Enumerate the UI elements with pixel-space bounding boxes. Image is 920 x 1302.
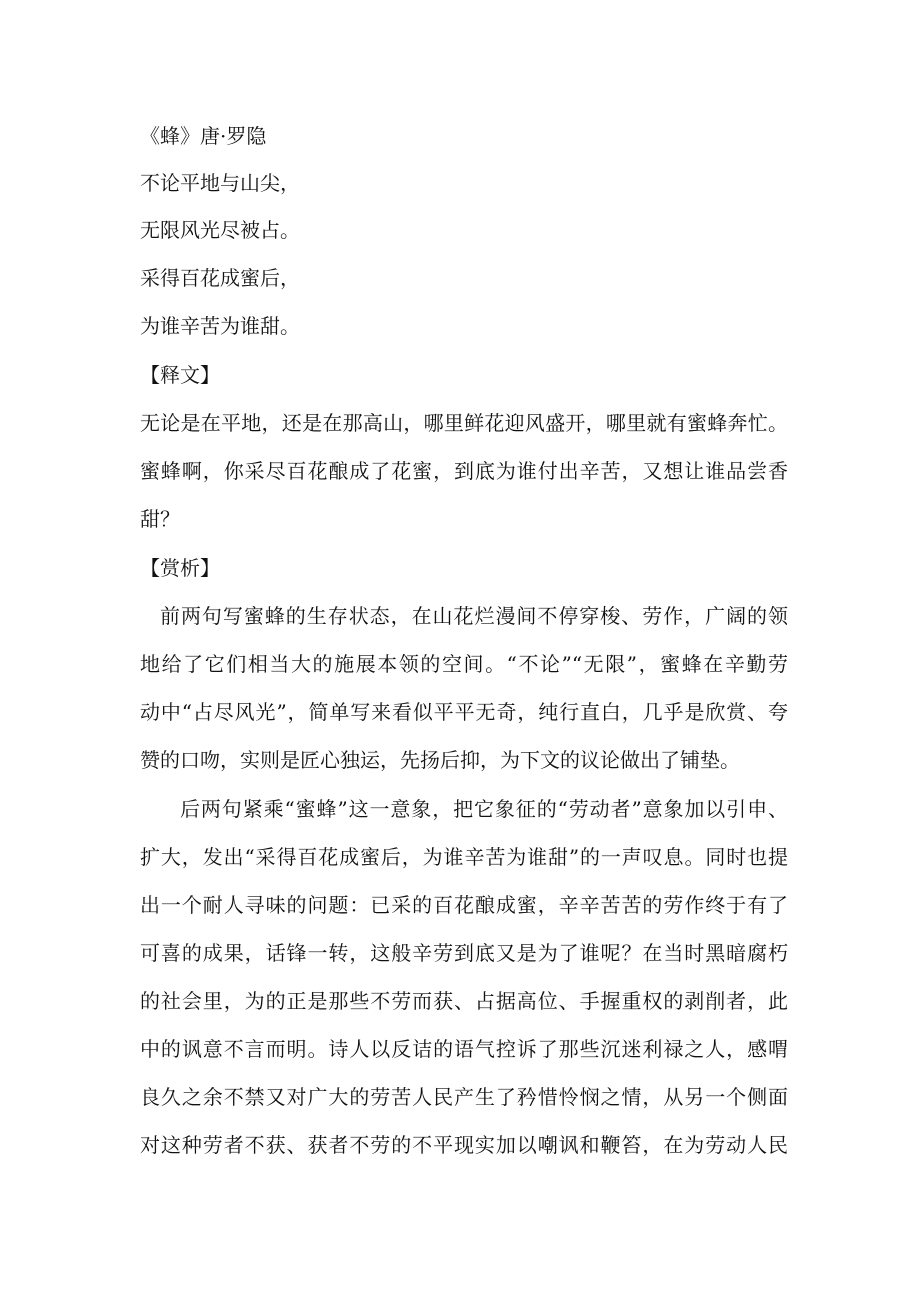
paragraph2-line-6: 中的讽意不言而明。诗人以反诘的语气控诉了那些沉迷利禄之人，感喟 — [140, 1037, 788, 1061]
paragraph2-line-3: 出一个耐人寻味的问题：已采的百花酿成蜜，辛辛苦苦的劳作终于有了 — [140, 893, 788, 917]
paragraph2-line-8: 对这种劳者不获、获者不劳的不平现实加以嘲讽和鞭笞，在为劳动人民 — [140, 1133, 788, 1157]
paragraph1-line-4: 赞的口吻，实则是匠心独运，先扬后抑，为下文的议论做出了铺垫。 — [140, 748, 740, 772]
translation-line-1: 无论是在平地，还是在那高山，哪里鲜花迎风盛开，哪里就有蜜蜂奔忙。 — [140, 411, 788, 435]
poem-line-4: 为谁辛苦为谁甜。 — [140, 314, 300, 338]
translation-line-2: 蜜蜂啊，你采尽百花酿成了花蜜，到底为谁付出辛苦，又想让谁品尝香 — [140, 459, 788, 483]
translation-line-3: 甜？ — [140, 507, 180, 531]
translation-heading: 【释文】 — [140, 363, 220, 387]
poem-title: 《蜂》唐·罗隐 — [140, 124, 267, 148]
poem-line-1: 不论平地与山尖， — [140, 171, 300, 195]
paragraph1-line-2: 地给了它们相当大的施展本领的空间。“不论”“无限”，蜜蜂在辛勤劳 — [140, 652, 788, 676]
paragraph1-line-1: 前两句写蜜蜂的生存状态，在山花烂漫间不停穿梭、劳作，广阔的领 — [160, 604, 788, 628]
paragraph2-line-1: 后两句紧乘“蜜蜂”这一意象，把它象征的“劳动者”意象加以引申、 — [180, 797, 788, 821]
paragraph1-line-3: 动中“占尽风光”，简单写来看似平平无奇，纯行直白，几乎是欣赏、夸 — [140, 700, 788, 724]
paragraph2-line-2: 扩大，发出“采得百花成蜜后，为谁辛苦为谁甜”的一声叹息。同时也提 — [140, 845, 788, 869]
appreciation-heading: 【赏析】 — [140, 556, 220, 580]
paragraph2-line-4: 可喜的成果，话锋一转，这般辛劳到底又是为了谁呢？在当时黑暗腐朽 — [140, 941, 788, 965]
poem-line-2: 无限风光尽被占。 — [140, 218, 300, 242]
paragraph2-line-7: 良久之余不禁又对广大的劳苦人民产生了矜惜怜悯之情，从另一个侧面 — [140, 1085, 788, 1109]
poem-line-3: 采得百花成蜜后， — [140, 266, 300, 290]
paragraph2-line-5: 的社会里，为的正是那些不劳而获、占据高位、手握重权的剥削者，此 — [140, 989, 788, 1013]
